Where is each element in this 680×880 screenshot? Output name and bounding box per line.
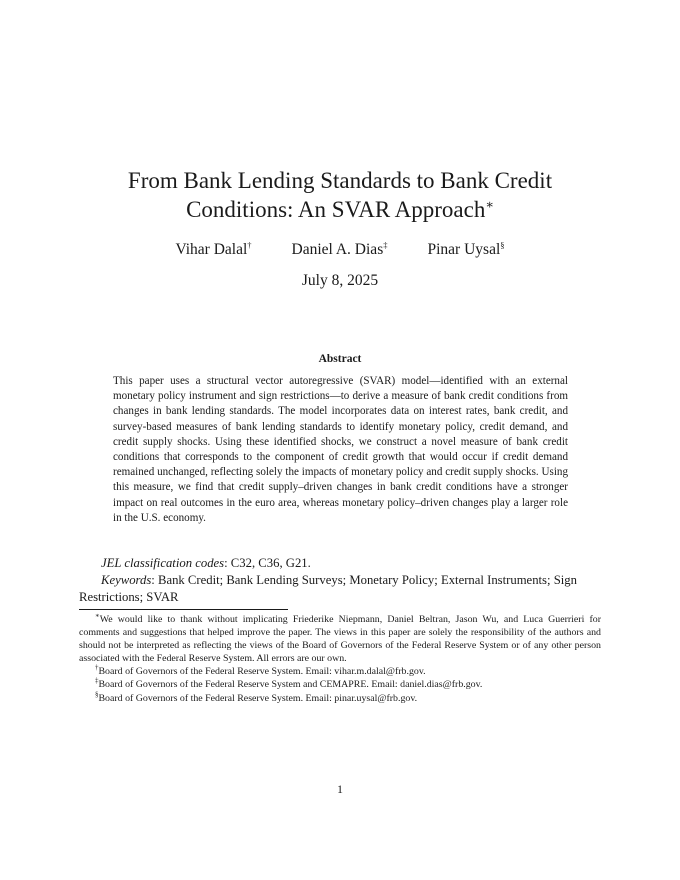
footnote-text: We would like to thank without implicating Friederike Niepmann, Daniel Beltran, Jason Wu, and Luca Guerrieri for comments and suggestions that helped improve the paper. The views in this paper are solely the responsibility of the authors and should not be interpreted as reflecting the views of the Board of Governors of the Federal Reserve System or of any other person associated with the Federal Reserve System. All errors are our own. <box>79 614 601 665</box>
title-line-1: From Bank Lending Standards to Bank Credit <box>127 168 553 193</box>
footnotes <box>79 613 601 705</box>
author-footnote-mark[interactable]: ‡ <box>383 239 388 250</box>
author <box>428 240 505 260</box>
author-list <box>0 240 680 260</box>
paper-date: July 8, 2025 <box>301 272 379 289</box>
jel-codes <box>79 555 600 572</box>
footnote-text: Board of Governors of the Federal Reserve System and CEMAPRE. Email: daniel.dias@frb.gov. <box>98 679 483 691</box>
jel-label: JEL classification codes <box>101 556 225 570</box>
footnote <box>79 613 601 665</box>
footnote-mark: § <box>95 691 99 699</box>
title-line-2-text: Conditions: An SVAR Approach <box>186 197 486 222</box>
classification-block <box>79 555 600 606</box>
footnote-mark: ∗ <box>95 612 100 620</box>
footnote <box>79 665 601 678</box>
abstract-text: This paper uses a structural vector autoregressive (SVAR) model—identified with an external monetary policy instrument and sign restrictions—to derive a measure of bank credit conditions from changes in bank lending standards. The model incorporates data on interest rates, bank credit, and survey-based measures of bank lending standards to identify monetary policy, credit demand, and credit supply shocks. Using these identified shocks, we construct a novel measure of bank credit conditions that corresponds to the component of credit growth that would occur if credit demand remained unchanged, reflecting solely the impacts of monetary policy and credit supply shocks. Using this measure, we find that credit supply–driven changes in bank credit conditions have a stronger impact on real outcomes in the euro area, whereas monetary policy–driven changes play a larger role in the U.S. economy. <box>113 375 568 524</box>
footnote <box>79 692 601 705</box>
author-footnote-mark[interactable]: § <box>500 239 505 250</box>
footnote-mark: ‡ <box>95 678 99 686</box>
author-name: Vihar Dalal <box>175 241 248 258</box>
abstract-heading: Abstract <box>318 353 362 365</box>
author <box>175 240 251 260</box>
jel-value: : C32, C36, G21. <box>224 556 311 570</box>
title-footnote-mark[interactable]: ∗ <box>485 197 494 212</box>
footnote <box>79 678 601 691</box>
footnote-mark: † <box>95 665 99 673</box>
page-number: 1 <box>337 782 343 796</box>
author-name: Daniel A. Dias <box>291 241 384 258</box>
keywords-label: Keywords <box>101 573 152 587</box>
title-line-2 <box>80 195 600 224</box>
footnote-text: Board of Governors of the Federal Reserve System. Email: pinar.uysal@frb.gov. <box>98 692 418 704</box>
keywords <box>79 572 600 606</box>
author-name: Pinar Uysal <box>427 241 501 258</box>
author <box>292 240 388 260</box>
paper-title <box>80 166 600 224</box>
footnote-text: Board of Governors of the Federal Reserve System. Email: vihar.m.dalal@frb.gov. <box>98 666 426 678</box>
keywords-value: : Bank Credit; Bank Lending Surveys; Monetary Policy; External Instruments; Sign Restrictions; SVAR <box>79 573 577 604</box>
footnote-rule <box>79 609 288 610</box>
author-footnote-mark[interactable]: † <box>247 239 252 250</box>
